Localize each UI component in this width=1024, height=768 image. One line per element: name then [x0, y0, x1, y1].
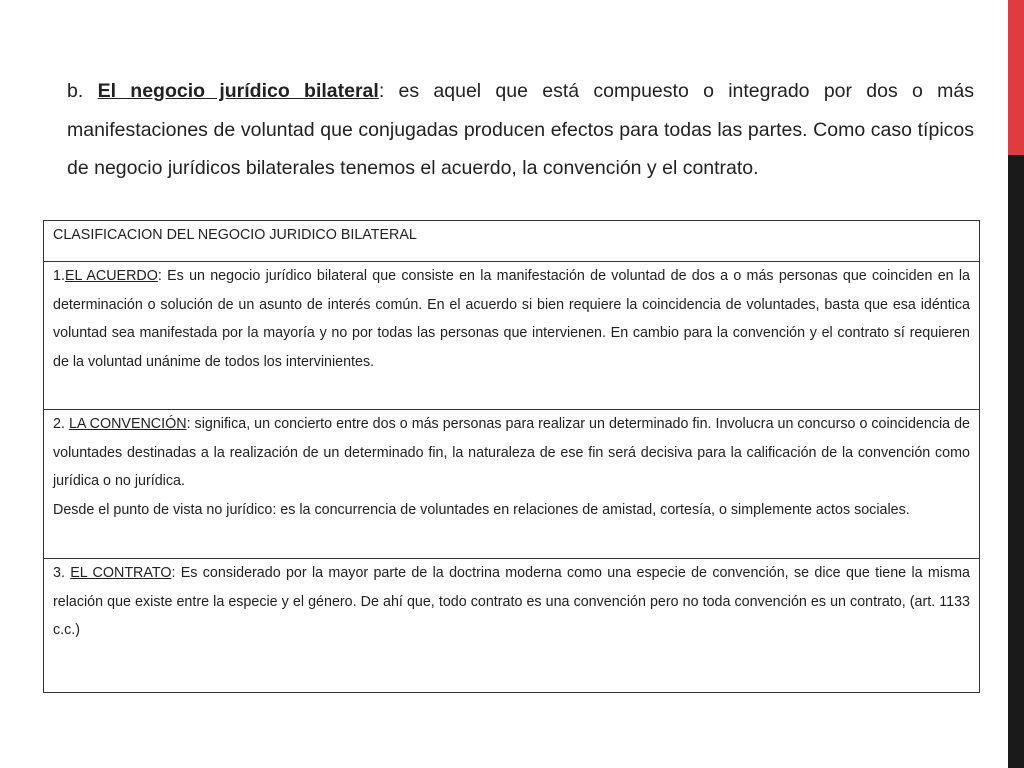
acuerdo-term: EL ACUERDO: [64, 268, 158, 284]
table-row: [44, 262, 980, 410]
side-accent-black: [1008, 155, 1024, 768]
contrato-text: : Es considerado por la mayor parte de la doctrina moderna como una especie de convención, se dice que tiene la misma relación que existe entre la especie y el género. De ahí que, todo contrato es una convención pero no toda convención es un contrato, (art. 1133 c.c.): [53, 565, 970, 638]
table-header-row: [44, 221, 980, 262]
convencion-text: : significa, un concierto entre dos o más personas para realizar un determinado fin. Involucra un concurso o coincidencia de voluntades destinadas a la realización de un determinado fin, la naturaleza de ese fin será decisiva para la calificación de la convención como jurídica o no jurídica.: [53, 416, 970, 489]
contrato-cell: [44, 559, 980, 693]
convencion-cell: [44, 410, 980, 559]
intro-paragraph: [67, 72, 974, 188]
intro-term: El negocio jurídico bilateral: [97, 80, 379, 102]
classification-table: [43, 220, 980, 693]
table-row: [44, 559, 980, 693]
convencion-term: LA CONVENCIÓN: [68, 416, 187, 432]
acuerdo-text: : Es un negocio jurídico bilateral que consiste en la manifestación de voluntad de dos a o más personas que coinciden en la determinación o solución de un asunto de interés común. En el acuerdo si bien requiere la coincidencia de voluntades, basta que esa idéntica voluntad sea manifestada por la mayoría y no por todas las personas que intervienen. En cambio para la convención y el contrato sí requieren de la voluntad unánime de todos los intervinientes.: [53, 268, 970, 370]
side-accent-red: [1008, 0, 1024, 155]
table-title: CLASIFICACION DEL NEGOCIO JURIDICO BILATERAL: [44, 221, 980, 262]
convencion-paragraph-2: Desde el punto de vista no jurídico: es la concurrencia de voluntades en relaciones de amistad, cortesía, o simplemente actos sociales.: [53, 501, 910, 518]
convencion-number: 2.: [53, 416, 69, 432]
acuerdo-number: 1.: [53, 268, 65, 284]
convencion-paragraph: [53, 410, 970, 496]
table-row: [44, 410, 980, 559]
intro-prefix: b.: [67, 80, 98, 102]
intro-text: : es aquel que está compuesto o integrado por dos o más manifestaciones de voluntad que conjugadas producen efectos para todas las partes. Como caso típicos de negocio jurídicos bilaterales tenemos el acuerdo, la convención y el contrato.: [67, 80, 974, 179]
contrato-number: 3.: [53, 565, 71, 581]
acuerdo-cell: [44, 262, 980, 410]
side-accent-bar: [1008, 0, 1024, 768]
contrato-term: EL CONTRATO: [70, 565, 172, 581]
